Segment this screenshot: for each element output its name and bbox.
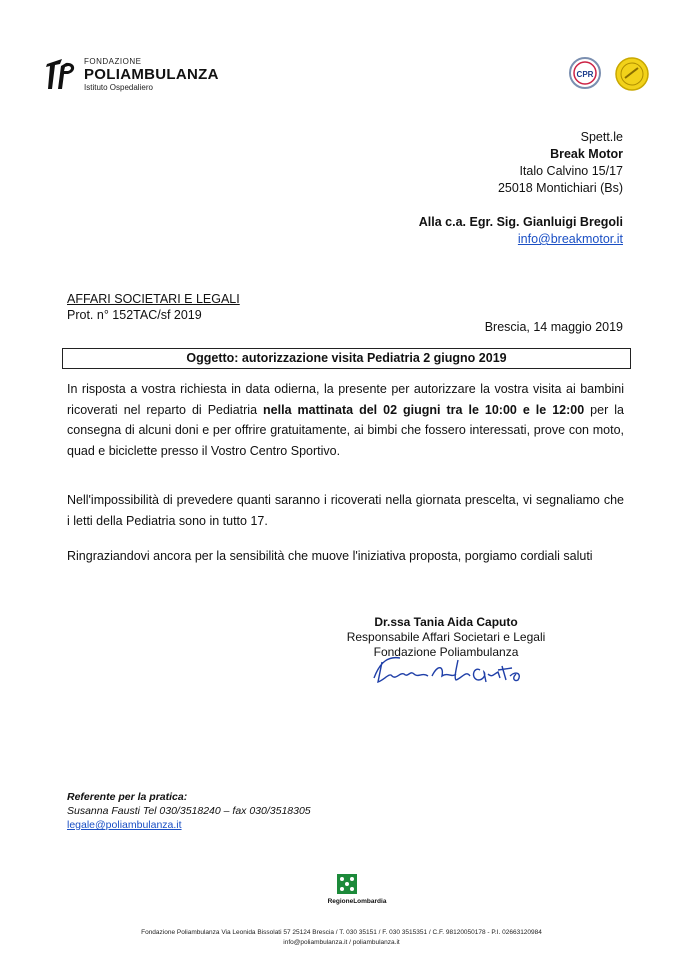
recipient-street: Italo Calvino 15/17 — [519, 164, 623, 178]
logo-text — [84, 58, 219, 92]
reference-block — [67, 790, 311, 832]
attention-line: Alla c.a. Egr. Sig. Gianluigi Bregoli — [418, 215, 623, 229]
footer-address: Fondazione Poliambulanza Via Leonida Bissolati 57 25124 Brescia / T. 030 35151 / F. 030 3515351 / C.F. 98120050178 - P.I. 02663120984 — [141, 929, 542, 936]
poliambulanza-logo-icon — [44, 56, 78, 92]
salutation: Spett.le — [580, 130, 623, 144]
recipient-email-link[interactable]: info@breakmotor.it — [517, 232, 623, 246]
cpr-certification-icon — [568, 56, 602, 90]
p1-text-bold: nella mattinata del 02 giugni tra le 10:00 e le 12:00 — [263, 402, 585, 417]
recipient-city: 25018 Montichiari (Bs) — [497, 181, 623, 195]
subject-line: Oggetto: autorizzazione visita Pediatria 2 giugno 2019 — [186, 351, 507, 365]
recipient-company: Break Motor — [550, 147, 623, 161]
body-paragraph-1 — [67, 379, 624, 461]
regione-lombardia-logo-icon — [337, 874, 357, 894]
logo-fondazione: FONDAZIONE — [84, 57, 142, 66]
p1-text-a: In risposta a vostra richiesta in data odierna, la presente per autorizzare la vostra visita ai bambini ricoverati nel reparto di Pediatria — [67, 382, 624, 417]
svg-text:CPR: CPR — [576, 70, 594, 79]
body-paragraph-3: Ringraziandovi ancora per la sensibilità che muove l'iniziativa proposta, porgiamo cordiali saluti — [67, 549, 593, 563]
letter-date: Brescia, 14 maggio 2019 — [484, 320, 623, 334]
handwritten-signature — [370, 652, 540, 688]
reference-email-link[interactable]: legale@poliambulanza.it — [67, 819, 182, 831]
region-label: RegioneLombardia — [327, 898, 387, 905]
body-paragraph-2: Nell'impossibilità di prevedere quanti saranno i ricoverati nella giornata prescelta, vi segnaliamo che i letti della Pediatria sono in tutto 17. — [67, 493, 624, 528]
signer-name: Dr.ssa Tania Aida Caputo — [374, 615, 518, 629]
reference-title: Referente per la pratica: — [67, 791, 188, 803]
department: AFFARI SOCIETARI E LEGALI — [67, 292, 240, 306]
logo-name: POLIAMBULANZA — [84, 66, 219, 83]
footer-web: info@poliambulanza.it / poliambulanza.it — [283, 939, 400, 946]
gold-certification-seal-icon — [614, 56, 650, 92]
subject-box — [62, 348, 631, 369]
p1-text-b: per la consegna di alcuni doni e per offrire gratuitamente, ai bimbi che fossero interessati, prove con moto, quad e biciclette presso il Vostro Centro Sportivo. — [67, 402, 624, 458]
signer-role: Responsabile Affari Societari e Legali — [346, 630, 546, 644]
signer-organization: Fondazione Poliambulanza — [373, 645, 519, 659]
protocol-number: Prot. n° 152TAC/sf 2019 — [67, 308, 202, 322]
reference-contact: Susanna Fausti Tel 030/3518240 – fax 030/3518305 — [67, 805, 311, 817]
logo-subtitle: Istituto Ospedaliero — [84, 83, 153, 92]
